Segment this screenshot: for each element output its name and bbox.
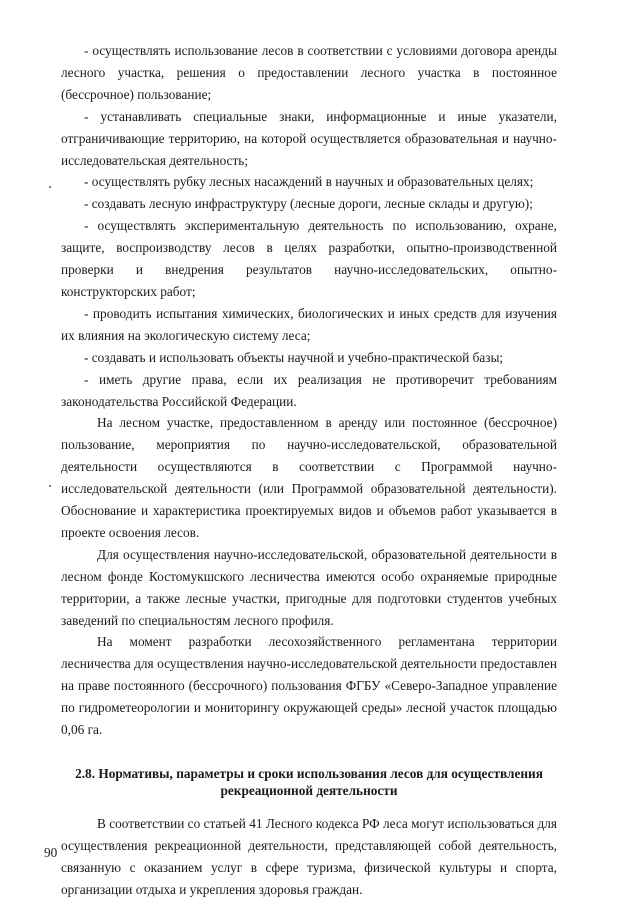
paragraph-protected-areas: Для осуществления научно-исследовательской, образовательной деятельности в лесном фонде Костомукшского лесничества имеются особо охраняемые природные территории, а также лесные участки, пригодные для подготовки студентов учебных заведений по специальностям лесного профиля. (61, 546, 557, 628)
paragraph-lease-use: - осуществлять использование лесов в соответствии с условиями договора аренды лесного участка, решения о предоставлении лесного участка в постоянное (бессрочное) пользование; (61, 43, 557, 102)
page-number: 90 (44, 845, 58, 860)
scan-speck (49, 186, 51, 188)
paragraph-testing: - проводить испытания химических, биологических и иных средств для изучения их влияния на экологическую систему леса; (61, 305, 557, 343)
section-heading-line-1: 2.8. Нормативы, параметры и сроки использования лесов для осуществления (75, 766, 543, 781)
paragraph-felling: - осуществлять рубку лесных насаждений в научных и образовательных целях; (84, 174, 534, 190)
scan-speck (49, 485, 51, 487)
paragraph-program: На лесном участке, предоставленном в аренду или постоянное (бессрочное) пользование, мероприятия по научно-исследовательской, образовательной деятельности осуществляются в соответствии с Программой научно-исследовательской деятельности (или Программой образовательной деятельности). Обоснование и характеристика проектируемых видов и объемов работ указывается в проекте освоения лесов. (61, 415, 557, 540)
section-heading-line-2: рекреационной деятельности (220, 783, 398, 798)
section-heading (61, 765, 557, 799)
paragraph-infrastructure: - создавать лесную инфраструктуру (лесные дороги, лесные склады и другую); (84, 196, 533, 212)
paragraph-recreation: В соответствии со статьей 41 Лесного кодекса РФ леса могут использоваться для осуществления рекреационной деятельности, представляющей собой деятельность, связанную с оказанием услуг в сфере туризма, физической культуры и спорта, организации отдыха и укрепления здоровья граждан. (61, 816, 557, 897)
paragraph-objects: - создавать и использовать объекты научной и учебно-практической базы; (84, 349, 504, 365)
paragraph-experimental: - осуществлять экспериментальную деятельность по использованию, охране, защите, воспроизводству лесов в целях разработки, опытно-производственной проверки и внедрения результатов научно-исследовательских, опытно-конструкторских работ; (61, 218, 557, 299)
paragraph-land-plot: На момент разработки лесохозяйственного регламентана территории лесничества для осуществления научно-исследовательской деятельности предоставлен на праве постоянного (бессрочного) пользования ФГБУ «Северо-Западное управление по гидрометеорологии и мониторингу окружающей среды» лесной участок площадью 0,06 га. (61, 634, 557, 738)
paragraph-signs: - устанавливать специальные знаки, информационные и иные указатели, отграничивающие территорию, на которой осуществляется образовательная и научно-исследовательская деятельность; (61, 108, 557, 168)
document-body (61, 40, 557, 901)
paragraph-other-rights: - иметь другие права, если их реализация не противоречит требованиям законодательства Российской Федерации. (61, 371, 557, 409)
